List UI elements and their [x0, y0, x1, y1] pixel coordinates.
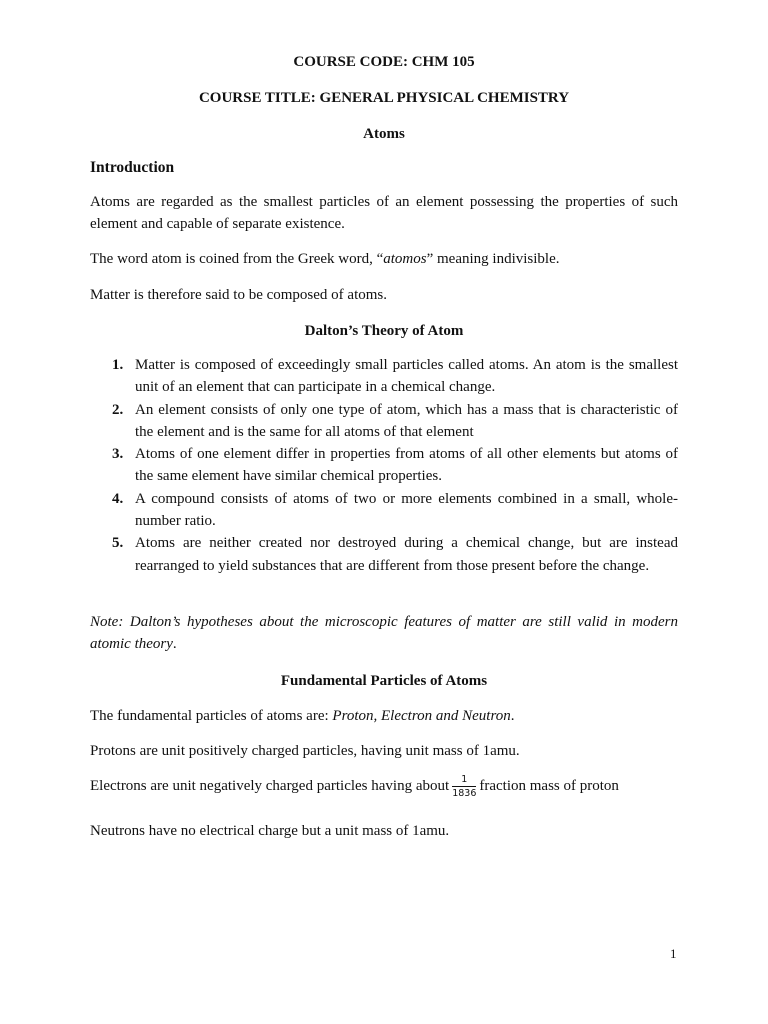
list-text: A compound consists of atoms of two or more elements combined in a small, whole-number ratio.: [135, 490, 678, 530]
list-item: [90, 532, 678, 577]
text-span: The word atom is coined from the Greek word, “: [90, 251, 384, 267]
text-span: The fundamental particles of atoms are:: [90, 708, 333, 724]
fundamental-paragraph-1: The fundamental particles of atoms are: Proton, Electron and Neutron.: [90, 708, 515, 724]
dalton-heading: Dalton’s Theory of Atom: [304, 323, 464, 339]
list-number: 1.: [112, 357, 124, 373]
text-span: ” meaning indivisible.: [426, 251, 560, 267]
fundamental-heading: Fundamental Particles of Atoms: [280, 673, 488, 689]
text-span: Electrons are unit negatively charged particles having about: [90, 777, 450, 794]
list-item: [90, 354, 678, 399]
list-number: 4.: [112, 490, 124, 507]
fraction: [452, 774, 476, 799]
list-text: Atoms of one element differ in properties from atoms of all other elements but atoms of the same element have similar chemical properties.: [135, 446, 678, 485]
list-text: Matter is composed of exceedingly small particles called atoms. An atom is the smallest unit of an element that can participate in a chemical change.: [135, 357, 678, 396]
topic-heading: Atoms: [363, 126, 405, 142]
fraction-numerator: 1: [452, 774, 476, 787]
dalton-note: Note: Dalton’s hypotheses about the microscopic features of matter are still valid in modern atomic theory.: [90, 614, 678, 652]
list-number: 5.: [112, 535, 124, 552]
list-item: [90, 399, 678, 444]
text-span: fraction mass of proton: [479, 777, 619, 794]
intro-paragraph-1: Atoms are regarded as the smallest particles of an element possessing the properties of such element and capable of separate existence.: [90, 194, 678, 232]
list-number: 3.: [112, 446, 124, 463]
fundamental-paragraph-2: Protons are unit positively charged particles, having unit mass of 1amu.: [90, 743, 520, 759]
fraction-denominator: 1836: [452, 788, 477, 799]
intro-paragraph-2: [90, 248, 678, 270]
page-number: 1: [670, 946, 677, 961]
fundamental-paragraph-4: Neutrons have no electrical charge but a unit mass of 1amu.: [90, 823, 450, 839]
particle-names: Proton, Electron and Neutron: [332, 708, 511, 724]
course-title: COURSE TITLE: GENERAL PHYSICAL CHEMISTRY: [198, 90, 570, 106]
introduction-heading: Introduction: [90, 159, 175, 176]
list-item: [90, 443, 678, 488]
list-item: [90, 488, 678, 533]
greek-word: atomos: [383, 251, 427, 267]
list-number: 2.: [112, 401, 124, 418]
intro-paragraph-3: Matter is therefore said to be composed of atoms.: [90, 287, 387, 303]
list-text: An element consists of only one type of atom, which has a mass that is characteristic of the element and is the same for all atoms of that element: [135, 401, 678, 440]
fundamental-paragraph-3: [90, 774, 619, 799]
dalton-list: [90, 354, 678, 577]
list-text: Atoms are neither created nor destroyed during a chemical change, but are instead rearranged to yield substances that are different from those present before the change.: [135, 535, 678, 574]
course-code: COURSE CODE: CHM 105: [293, 54, 475, 70]
note-text: Note: Dalton’s hypotheses about the microscopic features of matter are still valid in modern atomic theory: [90, 614, 678, 652]
